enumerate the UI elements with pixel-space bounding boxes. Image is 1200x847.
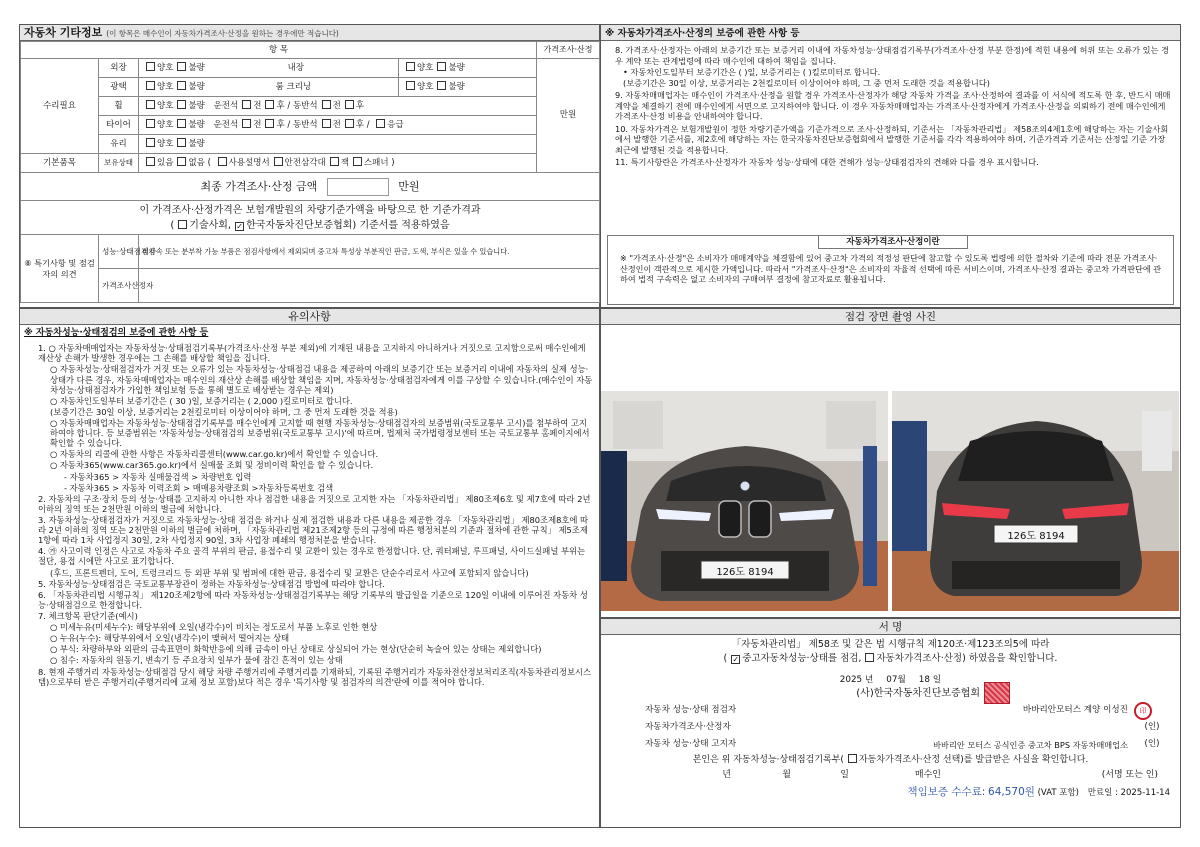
note-item: 8. 현재 주행거리 자동차성능·상태점검 당시 해당 차량 주행거리에 주행거리를 기재하되, 기록된 주행거리가 자동차전산정보처리조직(자동차관리정보시스템)으로부터 받은 주행거리(주행거리에 교체 정보 포함)보다 적은 경우 '특기사항 및 점검자의 의견'란에 이를 적어야 합니다. — [38, 666, 592, 687]
room-clean-bad-checkbox[interactable] — [437, 81, 446, 90]
possession-yes-checkbox[interactable] — [146, 157, 155, 166]
good-label: 양호 — [157, 63, 174, 74]
note-item: ○ 침수: 자동차의 원동기, 변속기 등 주요장치 일부가 물에 잠긴 흔적이 있는 상태 — [50, 655, 343, 666]
wheel-options: 양호 불량 운전석 전 후 / 동반석 전 후 — [139, 97, 537, 116]
wheel-good-checkbox[interactable] — [146, 100, 155, 109]
price-check-label: 자동차가격조사·산정) — [876, 652, 966, 664]
spanner-label: 스패너 — [363, 158, 389, 169]
jack-checkbox[interactable] — [330, 157, 339, 166]
fee-vat: (VAT 포함) — [1037, 787, 1079, 798]
tire-options: 양호 불량 운전석 전 후 / 동반석 전 후 / 응급 — [139, 116, 537, 135]
buyer-month: 월 — [782, 770, 791, 781]
price-basis-line1: 이 가격조사·산정가격은 보험개발원의 차량기준가액을 바탕으로 한 기준가격과 — [139, 204, 481, 216]
tech-society-checkbox[interactable] — [178, 220, 187, 229]
note-item: ○ 자동차의 리콜에 관한 사항은 자동차리콜센터(www.car.go.kr)에서 확인할 수 있습니다. — [50, 449, 379, 460]
exterior-good-checkbox[interactable] — [146, 62, 155, 71]
note-item: 1. ○ 자동차매매업자는 자동차성능·상태점검기록부(가격조사·산정 부분 제외)에 기재된 내용을 고지하지 아니하거나 거짓으로 고지함으로써 매수인에게 재산상 손해가 발생한 경우에는 그 손해를 배상할 책임을 집니다. — [38, 343, 586, 364]
tire-good-checkbox[interactable] — [146, 119, 155, 128]
confirm-line-a: 본인은 위 자동차성능·상태점검기록부( — [692, 755, 844, 766]
room-clean-good-checkbox[interactable] — [406, 81, 415, 90]
inspection-photos-panel — [600, 308, 1181, 618]
wheel-driver-front-checkbox[interactable] — [242, 100, 251, 109]
notes-title: 유의사항 — [288, 310, 331, 323]
yes-label: 있음 — [157, 158, 174, 169]
good-label: 양호 — [157, 120, 174, 131]
passenger-label: 동반석 — [292, 120, 318, 131]
bad-label: 불량 — [188, 120, 205, 131]
rear-photo — [892, 391, 1179, 611]
signature-panel — [600, 618, 1181, 828]
good-label: 양호 — [417, 82, 434, 93]
guarantee-item-11: 11. 특기사항란은 가격조사·산정자가 자동차 성능·상태에 대한 견해가 성능·상태점검자의 견해와 다를 경우 표시합니다. — [615, 157, 1039, 167]
signature-body — [601, 635, 1180, 803]
price-won-unit: 만원 — [537, 59, 600, 173]
jack-label: 잭 — [340, 158, 349, 169]
bad-label: 불량 — [448, 63, 465, 74]
final-price-label: 최종 가격조사·산정 금액 — [200, 179, 318, 193]
spare-label: 응급 — [387, 120, 404, 131]
wheel-passenger-front-checkbox[interactable] — [322, 100, 331, 109]
interior-options — [399, 59, 537, 78]
row-room-clean: 룸 크리닝 — [275, 82, 312, 93]
front-plate: 126도 8194 — [716, 567, 774, 578]
no-label: 없음 — [188, 158, 205, 169]
rear-label: 후 — [355, 101, 365, 112]
buyer-date-row — [611, 770, 1170, 781]
signature-org: (사)한국자동차진단보증협회 — [856, 687, 980, 699]
price-definition-title: 자동차가격조사·산정이란 — [818, 235, 968, 249]
tire-passenger-rear-checkbox[interactable] — [345, 119, 354, 128]
rear-plate: 126도 8194 — [1007, 531, 1065, 542]
price-guarantee-items — [601, 41, 1180, 168]
rear-car-image — [892, 391, 1179, 611]
possession-options: 있음 없음 ( 사용설명서 안전삼각대 잭 스패너 ) — [139, 154, 537, 173]
guarantee-item-8-note: (보증기간은 30일 이상, 보증거리는 2천킬로미터 이상이어야 하며, 그 중 먼저 도래한 것을 적용합니다) — [623, 77, 990, 88]
sig-perf-inspector-label: 자동차 성능·상태 점검자 — [645, 705, 737, 716]
tire-driver-rear-checkbox[interactable] — [265, 119, 274, 128]
note-item: (후드, 프론트펜더, 도어, 트렁크리드 등 외판 부위 및 범퍼에 대한 판금, 용접수리 및 교환은 단순수리로서 사고에 포함되지 않습니다) — [50, 567, 529, 578]
good-label: 양호 — [157, 139, 174, 150]
price-definition-box — [607, 235, 1174, 305]
driver-label: 운전석 — [213, 101, 239, 112]
perf-inspector-opinion: 비금속 또는 분부착 가능 부품은 점검사항에서 제외되며 중고차 특성상 부분적인 판금, 도색, 부식은 있을 수 있습니다. — [139, 235, 600, 269]
price-inspector-opinion — [139, 269, 600, 303]
spanner-checkbox[interactable] — [353, 157, 362, 166]
room-clean-options — [399, 78, 537, 97]
photos-title: 점검 장면 촬영 사진 — [844, 311, 937, 323]
interior-good-checkbox[interactable] — [406, 62, 415, 71]
signature-line2: ( ✓ 중고자동차성능·상태를 점검, 자동차가격조사·산정) 하였음을 확인합니다. — [723, 652, 1058, 664]
note-item: ○ 자동차성능·상태점검자가 거짓 또는 오류가 있는 자동차성능·상태점검 내용을 제공하여 아래의 보증기간 또는 보증거리 이내에 자동차의 실제 성능·상태가 다른 경우, 자동차매매업자는 매수인의 재산상 손해를 배상할 책임을 지며, 자동차성능·상태점검자에게 이를 구상할 수 있습니다.(매수인이 자동차성능·상태점검자가 가입한 책임보험 등을 통해 별도로 배상받는 경우는 제외) — [50, 364, 593, 395]
row-interior: 내장 — [287, 63, 305, 74]
tire-bad-checkbox[interactable] — [177, 119, 186, 128]
front-label: 전 — [332, 120, 341, 131]
perf-inspector-label: 성능·상태점검자 — [99, 235, 139, 269]
notifier-row — [611, 736, 1170, 753]
buyer-label: 매수인 — [914, 770, 941, 781]
wheel-driver-rear-checkbox[interactable] — [265, 100, 274, 109]
signature-line1: 「자동차관리법」 제58조 및 같은 법 시행규칙 제120조·제123조의5에 따라 — [731, 639, 1050, 650]
tire-passenger-front-checkbox[interactable] — [322, 119, 331, 128]
front-label: 전 — [253, 101, 262, 112]
tire-spare-checkbox[interactable] — [376, 119, 385, 128]
vehicle-other-info-panel — [19, 24, 600, 308]
bad-label: 불량 — [188, 82, 205, 93]
price-inspector-seal: (인) — [1144, 722, 1160, 733]
final-price-input[interactable] — [327, 178, 389, 196]
guarantee-item-8: 8. 가격조사·산정자는 아래의 보증기간 또는 보증거리 이내에 자동차성능·상태점검기록부(가격조사·산정 부분 한정)에 적힌 내용에 허위 또는 오류가 있는 경우 계약 또는 관계법령에 따라 매수인에 대하여 책임을 집니다. — [615, 45, 1170, 66]
opinion-label: ⑧ 특기사항 및 점검자의 의견 — [21, 235, 99, 303]
repair-needed-label: 수리필요 — [21, 59, 99, 154]
wheel-bad-checkbox[interactable] — [177, 100, 186, 109]
front-label: 전 — [332, 101, 341, 112]
note-item: ○ 누유(누수): 해당부위에서 오일(냉각수)이 맺혀서 떨어지는 상태 — [50, 633, 290, 644]
front-car-image — [601, 391, 888, 611]
notifier-seal: (인) — [1144, 739, 1160, 750]
signature-line2-end: 하였음을 확인합니다. — [968, 652, 1058, 664]
note-item: ○ 자동차매매업자는 자동차성능·상태점검기록부를 매수인에게 고지할 때 현행 자동차성능·상태점검자의 보증범위(국토교통부 고시)를 첨부하여 고지하여야 합니다. 등 보증범위는 '자동차성능·상태점검의 보증범위(국토교통부 고시)'에 따르며, 법제처 국가법령정보센터 또는 국토교통부 홈페이지에서 확인할 수 있습니다. — [50, 418, 590, 449]
sig-notifier-name: 바바리안 모터스 공식인증 중고차 BPS 자동차매매업소 — [933, 739, 1128, 750]
row-glass: 유리 — [99, 135, 139, 154]
exterior-options — [139, 59, 399, 78]
note-item: - 자동차365 > 자동차 이력조회 > 매매용차량조회 >자동차등록번호 검색 — [64, 482, 334, 493]
note-item: ○ 자동차인도일부터 보증기간은 ( 30 )일, 보증거리는 ( 2,000 )킬로미터로 합니다. — [50, 395, 353, 406]
bad-label: 불량 — [188, 139, 205, 150]
col-item-header: 항 목 — [21, 42, 537, 59]
gloss-bad-checkbox[interactable] — [177, 81, 186, 90]
note-item: 4. ㉮ 사고이력 인정은 사고로 자동차 주요 골격 부위의 판금, 용접수리 및 교환이 있는 경우로 한정합니다. 단, 쿼터패널, 루프패널, 사이드실패널 부위는 절단, 용접 시에만 사고로 표기합니다. — [38, 546, 586, 567]
final-price-unit: 만원 — [398, 179, 420, 193]
date-year: 2025 년 — [839, 674, 874, 685]
signature-header — [601, 619, 1180, 635]
note-item: ○ 미세누유(미세누수): 해당부위에 오일(냉각수)이 비치는 정도로서 부품 노후로 인한 현상 — [50, 622, 378, 633]
sig-price-inspector-label: 자동차가격조사·산정자 — [645, 722, 731, 733]
glass-options — [139, 135, 537, 154]
wheel-passenger-rear-checkbox[interactable] — [345, 100, 354, 109]
signature-org-row — [611, 688, 1170, 701]
price-inspector-label: 가격조사산정자 — [99, 269, 139, 303]
bad-label: 불량 — [188, 63, 205, 74]
price-basis-end: 기준서를 적용하였음 — [359, 219, 450, 231]
buyer-confirm-line — [611, 754, 1170, 766]
notes-panel — [19, 308, 600, 828]
note-item: 6. 「자동차관리법 시행규칙」 제120조제2항에 따라 자동차성능·상태점검기록부는 해당 기록부의 발급일을 기준으로 120일 이내에 이루어진 자동차 성능·상태점검으로 한정합니다. — [38, 589, 588, 610]
signature-date — [611, 675, 1170, 686]
sig-perf-inspector-name: 바바리안모터스 계양 이성진 — [1022, 705, 1128, 716]
manual-label: 사용설명서 — [228, 158, 270, 169]
buyer-day: 일 — [840, 770, 849, 781]
other-info-note: (이 항목은 매수인이 자동차가격조사·산정을 원하는 경우에만 적습니다) — [106, 29, 339, 38]
guarantee-item-8-period: • 자동차인도일부터 보증기간은 ( )일, 보증거리는 ( )킬로미터로 합니다. — [623, 67, 881, 77]
guarantee-item-9: 9. 자동차매매업자는 매수인이 가격조사·산정을 원할 경우 가격조사·산정자가 해당 자동차 가격을 조사·산정하여 결과를 이 서식에 적도록 한 후, 반드시 매매계약을 체결하기 전에 매수인에게 서면으로 고지하여야 합니다. 이 경우 자동차매매업자는 가격조사·산정자에게 가격조사·산정을 의뢰하기 전에 매수인에게 가격조사·산정 비용을 안내하여야 합니다. — [615, 90, 1171, 121]
fee-value: 64,570원 — [988, 785, 1035, 798]
notes-header — [20, 309, 599, 325]
front-label: 전 — [253, 120, 262, 131]
price-basis-line2: ( 기술사회, ✓ 한국자동차진단보증협회) 기준서를 적용하였음 — [170, 219, 450, 231]
final-price-row — [21, 173, 600, 201]
price-basis-row — [21, 201, 600, 235]
exterior-bad-checkbox[interactable] — [177, 62, 186, 71]
row-exterior: 외장 — [99, 59, 139, 78]
tire-driver-front-checkbox[interactable] — [242, 119, 251, 128]
signature-title: 서 명 — [878, 621, 903, 633]
price-guarantee-title: ※ 자동차가격조사·산정의 보증에 관한 사항 등 — [605, 28, 800, 39]
row-wheel: 휠 — [99, 97, 139, 116]
front-photo — [601, 391, 888, 611]
tech-society-label: 기술사회, — [189, 219, 232, 231]
possession-no-checkbox[interactable] — [177, 157, 186, 166]
notes-sub-title: ※ 자동차성능·상태점검의 보증에 관한 사항 등 — [24, 328, 209, 338]
good-label: 양호 — [157, 101, 174, 112]
perf-inspector-row — [611, 702, 1170, 719]
gloss-options — [139, 78, 399, 97]
perf-check-checkbox[interactable]: ✓ — [732, 654, 740, 664]
buyer-year: 년 — [722, 770, 731, 781]
note-item: (보증기간은 30일 이상, 보증거리는 2천킬로미터 이상이어야 하며, 그 중 먼저 도래한 것을 적용) — [50, 406, 398, 417]
price-inspector-row — [611, 719, 1170, 736]
buyer-sign: (서명 또는 인) — [1101, 770, 1158, 781]
kada-checkbox[interactable]: ✓ — [236, 221, 243, 231]
good-label: 양호 — [157, 82, 174, 93]
price-definition-text: ※ "가격조사·산정"은 소비자가 매매계약을 체결함에 있어 중고차 가격의 적정성 판단에 참고할 수 있도록 법령에 의한 절차와 기준에 따라 전문 가격조사·산정인이 객관적으로 제시한 가액입니다. 따라서 "가격조사·산정"은 소비자의 자율적 선택에 따른 서비스이며, 가격조사·산정 결과는 중고차 가격판단에 관하여 법적 구속력은 없고 소비자의 구매여부 결정에 참고자료로 활용됩니다. — [620, 253, 1162, 285]
other-info-header — [20, 25, 599, 41]
row-possession: 보유상태 — [99, 154, 139, 173]
other-info-table — [20, 41, 600, 303]
driver-label: 운전석 — [213, 120, 239, 131]
price-guarantee-panel — [600, 24, 1181, 308]
row-gloss: 광택 — [99, 78, 139, 97]
other-info-title: 자동차 기타정보 — [24, 26, 103, 39]
note-item: 5. 자동차성능·상태점검은 국토교통부장관이 정하는 자동차성능·상태점검 방법에 따라야 합니다. — [38, 578, 385, 589]
note-item: ○ 자동차365(www.car365.go.kr)에서 실매물 조회 및 정비이력 확인을 할 수 있습니다. — [50, 460, 374, 471]
rear-label: 후 — [276, 120, 285, 131]
good-label: 양호 — [417, 63, 434, 74]
rear-label: 후 — [355, 120, 365, 131]
guarantee-item-10: 10. 자동차가격은 보험개발원이 정한 차량기준가액을 기준가격으로 조사·산정하되, 기준서는 「자동차관리법」 제58조의4제1호에 해당하는 자는 기술사회에서 발행한 기준서를, 제2호에 해당하는 자는 한국자동차진단보증협회에서 발행한 기준서를 각각 적용하여야 하며, 기준가격과 기준서는 산정일 기준 가장 최근에 발행된 것을 적용합니다. — [615, 123, 1169, 155]
glass-bad-checkbox[interactable] — [177, 138, 186, 147]
date-month: 07월 — [886, 674, 906, 685]
note-item: - 자동차365 > 자동차 실매물검색 > 차량번호 입력 — [64, 471, 252, 482]
passenger-label: 동반석 — [292, 101, 318, 112]
price-guarantee-header — [601, 25, 1180, 41]
glass-good-checkbox[interactable] — [146, 138, 155, 147]
fee-expiry: 만료일 : 2025-11-14 — [1087, 787, 1170, 798]
row-tire: 타이어 — [99, 116, 139, 135]
org-seal-icon — [984, 682, 1010, 704]
interior-bad-checkbox[interactable] — [437, 62, 446, 71]
kada-label: 한국자동차진단보증협회) — [246, 219, 357, 231]
note-item: ○ 부식: 차량하부와 외판의 금속표면이 화학반응에 의해 금속이 아닌 상태로 상실되어 가는 현상(단순히 녹슬어 있는 상태는 제외합니다) — [50, 644, 542, 655]
triangle-label: 안전삼각대 — [284, 158, 326, 169]
basic-items-label: 기본품목 — [21, 154, 99, 173]
notes-list — [20, 343, 599, 687]
rear-label: 후 — [276, 101, 285, 112]
sig-notifier-label: 자동차 성능·상태 고지자 — [645, 739, 737, 750]
bad-label: 불량 — [448, 82, 465, 93]
note-item: 3. 자동차성능·상태점검자가 거짓으로 자동차성능·상태 점검을 하거나 실제 점검한 내용과 다른 내용을 제공한 경우 「자동차관리법」 제80조제8호에 따라 2년 이하의 징역 또는 2천만원 이하의 벌금에 처하며, 「자동차관리법 제21조제2항 등의 규정에 따른 행정처분의 기준과 절차에 관한 규칙」 제5조제1항에 따라 1차 사업정지 30일, 2차 사업정지 90일, 3차 사업장 폐쇄의 행정처분을 받습니다. — [38, 515, 589, 546]
perf-check-label: 중고자동차성능·상태를 점검, — [742, 652, 862, 664]
col-price-header: 가격조사·산정 — [537, 42, 600, 59]
date-day: 18 일 — [918, 674, 942, 685]
price-check-checkbox[interactable] — [865, 653, 874, 662]
photos-header — [601, 309, 1180, 325]
triangle-checkbox[interactable] — [274, 157, 283, 166]
bad-label: 불량 — [188, 101, 205, 112]
gloss-good-checkbox[interactable] — [146, 81, 155, 90]
fee-label: 책임보증 수수료: — [907, 785, 986, 798]
note-item: 7. 체크항목 판단기준(예시) — [38, 610, 138, 621]
buyer-price-checkbox[interactable] — [848, 754, 857, 763]
confirm-line-b: 자동차가격조사·산정 선택)를 발급받은 사실을 확인합니다. — [858, 755, 1089, 766]
manual-checkbox[interactable] — [218, 157, 227, 166]
note-item: 2. 자동차의 구조·장치 등의 성능·상태를 고지하지 아니한 자나 점검한 내용을 거짓으로 고지한 자는 「자동차관리법」 제80조제6호 및 제7호에 따라 2년 이하의 징역 또는 2천만원 이하의 벌금에 처합니다. — [38, 493, 591, 514]
inspector-stamp-icon: 印 — [1134, 702, 1152, 720]
fee-row — [611, 786, 1170, 799]
